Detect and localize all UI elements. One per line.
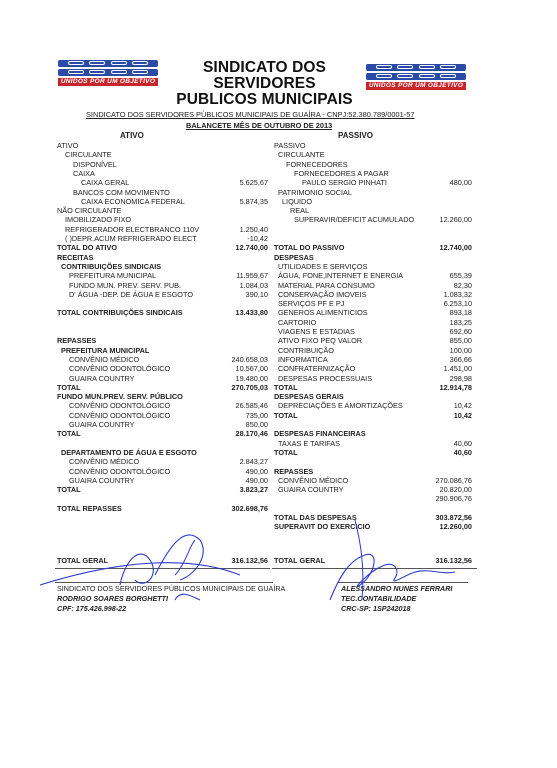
row-label: TOTAL bbox=[57, 485, 81, 495]
signature-right-title: TEC.CONTABILIDADE bbox=[341, 594, 417, 603]
row-value: 10.567,00 bbox=[235, 364, 268, 374]
row-label: TOTAL bbox=[274, 410, 298, 420]
row-label: CAIXA bbox=[73, 168, 95, 178]
row-label: REFRIGERADOR ELECTBRANCO 110V bbox=[65, 224, 200, 234]
row-label: TOTAL DO PASSIVO bbox=[274, 243, 345, 253]
row-label: DESPESAS FINANCEIRAS bbox=[274, 429, 366, 439]
row-label: REAL bbox=[290, 206, 310, 216]
row-label: GUAIRA COUNTRY bbox=[69, 475, 135, 485]
row-label: GUAIRA COUNTRY bbox=[278, 485, 344, 495]
row-label: DESPESAS PROCESSUAIS bbox=[278, 373, 373, 383]
row-label: CONFRATERNIZAÇÃO bbox=[278, 364, 356, 374]
row-value: 240.658,03 bbox=[231, 354, 268, 364]
row-value: 303.872,56 bbox=[435, 513, 472, 522]
row-value: 490,00 bbox=[245, 466, 268, 476]
row-label: TOTAL DAS DESPESAS bbox=[274, 513, 357, 522]
row-label: REPASSES bbox=[57, 336, 97, 346]
row-value: 12.914,78 bbox=[439, 382, 472, 392]
row-value: 12.260,00 bbox=[439, 522, 472, 532]
row-label: CONVÊNIO MÉDICO bbox=[69, 457, 140, 467]
row-value: 5.874,35 bbox=[239, 196, 268, 206]
column-header-passivo: PASSIVO bbox=[338, 131, 373, 140]
row-value: 10,42 bbox=[453, 410, 472, 420]
row-label: MATERIAL PARA CONSUMO bbox=[278, 280, 375, 290]
total-geral-right-label: TOTAL GERAL bbox=[274, 556, 326, 565]
row-label: FUNDO MUN. PREV. SERV. PUB. bbox=[69, 280, 182, 290]
row-value: 13.433,80 bbox=[235, 308, 268, 318]
row-label: CONVÊNIO MÉDICO bbox=[278, 475, 349, 485]
row-label: TOTAL bbox=[57, 429, 81, 439]
row-label: CONVÊNIO MÉDICO bbox=[69, 354, 140, 364]
row-label: GENEROS ALIMENTICIOS bbox=[278, 308, 368, 318]
report-title: BALANCETE MÊS DE OUTUBRO DE 2013 bbox=[186, 121, 333, 130]
row-value: 1.084,03 bbox=[239, 280, 268, 290]
row-label: SUPERAVIR/DEFICIT ACUMULADO bbox=[294, 215, 415, 225]
row-label: ATIVO bbox=[57, 141, 79, 150]
row-label: CONTRIBUIÇÃO bbox=[278, 345, 334, 355]
row-value: 3.823,27 bbox=[239, 485, 268, 495]
row-label: CONVÊNIO ODONTOLÓGICO bbox=[69, 410, 171, 420]
row-label: DISPONÍVEL bbox=[73, 159, 117, 169]
row-label: CIRCULANTE bbox=[65, 150, 112, 160]
row-label: TOTAL bbox=[57, 382, 81, 392]
column-header-ativo: ATIVO bbox=[120, 131, 144, 140]
row-value: 1.083,32 bbox=[443, 289, 472, 299]
row-label: CAIXA GERAL bbox=[81, 178, 130, 188]
row-label: GUAIRA COUNTRY bbox=[69, 373, 135, 383]
row-label: TOTAL bbox=[274, 447, 298, 457]
row-label: ÁGUA, FONE,INTERNET E ENERGIA bbox=[278, 271, 404, 281]
row-value: 692,60 bbox=[449, 327, 472, 336]
row-value: 270.086,76 bbox=[435, 475, 472, 485]
row-label: FORNECEDORES A PAGAR bbox=[294, 168, 389, 178]
row-label: UTILIDADES E SERVIÇOS bbox=[278, 261, 368, 271]
row-value: 6.253,10 bbox=[443, 299, 472, 309]
row-label: BANCOS COM MOVIMENTO bbox=[73, 187, 170, 197]
row-value: 290.906,76 bbox=[435, 494, 472, 504]
row-label: TOTAL REPASSES bbox=[57, 503, 122, 513]
row-label: CIRCULANTE bbox=[278, 150, 325, 160]
row-value: 26.585,46 bbox=[235, 401, 268, 411]
signature-left-name: RODRIGO SOARES BORGHETTI bbox=[57, 594, 169, 603]
row-label: TOTAL CONTRIBUIÇÕES SINDICAIS bbox=[57, 308, 183, 318]
row-label: TAXAS E TARIFAS bbox=[278, 438, 341, 448]
row-value: -10,42 bbox=[247, 234, 268, 243]
row-value: 5.625,67 bbox=[239, 178, 268, 188]
row-label: NÃO CIRCULANTE bbox=[57, 206, 122, 216]
document-subtitle: SINDICATO DOS SERVIDORES PÚBLICOS MUNICIPAIS DE GUAÍRA - CNPJ:52.380.789/0001-57 bbox=[86, 110, 415, 119]
row-label: DEPRECIAÇÕES E AMORTIZAÇÕES bbox=[278, 401, 403, 411]
row-value: 893,18 bbox=[449, 308, 472, 318]
logo-slogan: UNIDOS POR UM OBJETIVO bbox=[58, 78, 158, 86]
row-value: 2.843,27 bbox=[239, 457, 268, 467]
row-value: 855,00 bbox=[449, 336, 472, 346]
row-label: SUPERAVIT DO EXERCICIO bbox=[274, 522, 371, 532]
row-value: 12.260,00 bbox=[439, 215, 472, 225]
row-label: CONSERVAÇÃO IMOVEIS bbox=[278, 289, 367, 299]
row-value: 11.959,67 bbox=[236, 271, 268, 281]
row-value: 480,00 bbox=[449, 178, 472, 188]
row-label: DEPARTAMENTO DE ÁGUA E ESGOTO bbox=[61, 447, 197, 457]
row-label: VIAGENS E ESTADIAS bbox=[278, 327, 355, 336]
row-value: 28.170,46 bbox=[235, 429, 268, 439]
row-value: 298,98 bbox=[449, 373, 472, 383]
signature-left-cpf: CPF: 175.426.998-22 bbox=[57, 604, 127, 613]
row-label: ATIVO FIXO PEQ VALOR bbox=[278, 336, 363, 346]
total-geral-right-value: 316.132,56 bbox=[435, 556, 472, 565]
row-label: LIQUIDO bbox=[282, 196, 313, 206]
row-label: CARTORIO bbox=[278, 317, 317, 327]
row-value: 20.820,00 bbox=[439, 485, 472, 495]
row-value: 655,39 bbox=[449, 271, 472, 281]
row-label: IMOBILIZADO FIXO bbox=[65, 215, 132, 225]
row-value: 1.250,40 bbox=[239, 224, 268, 234]
row-value: 390,10 bbox=[245, 289, 268, 299]
row-value: 270.705,03 bbox=[231, 382, 268, 392]
row-value: 12.740,00 bbox=[235, 243, 268, 253]
row-label: ( )DEPR.ACUM REFRIGERADO ELECT bbox=[65, 234, 197, 243]
row-value: 40,60 bbox=[453, 438, 472, 448]
logo-slogan: UNIDOS POR UM OBJETIVO bbox=[366, 82, 466, 90]
row-value: 490,00 bbox=[245, 475, 268, 485]
row-value: 19.480,00 bbox=[235, 373, 268, 383]
row-value: 10,42 bbox=[453, 401, 472, 411]
row-value: 40,60 bbox=[453, 447, 472, 457]
org-title-line1: SINDICATO DOS SERVIDORES bbox=[202, 59, 326, 92]
row-value: 302.698,76 bbox=[231, 503, 268, 513]
row-label: CONVÊNIO ODONTOLÓGICO bbox=[69, 401, 171, 411]
signature-right-crc: CRC-SP: 1SP242018 bbox=[341, 604, 411, 613]
row-value: 735,00 bbox=[245, 410, 268, 420]
row-label: RECEITAS bbox=[57, 252, 94, 262]
org-title-line2: PUBLICOS MUNICIPAIS bbox=[176, 91, 353, 108]
row-value: 366,66 bbox=[449, 354, 472, 364]
row-label: GUAIRA COUNTRY bbox=[69, 420, 135, 429]
row-label: CAIXA ECONOMICA FEDERAL bbox=[81, 196, 185, 206]
row-label: PREFEITURA MUNICIPAL bbox=[61, 345, 150, 355]
row-label: PREFEITURA MUNICIPAL bbox=[69, 271, 157, 281]
row-label: INFORMATICA bbox=[278, 354, 328, 364]
signature-right-name: ALESSANDRO NUNES FERRARI bbox=[341, 584, 453, 593]
row-label: CONVÊNIO ODONTOLÓGICO bbox=[69, 364, 171, 374]
row-label: CONVÊNIO ODONTOLÓGICO bbox=[69, 466, 171, 476]
row-label: D' ÁGUA -DEP. DE ÁGUA E ESGOTO bbox=[69, 289, 193, 299]
total-geral-left-value: 316.132,56 bbox=[231, 556, 268, 565]
signature-left-org: SINDICATO DOS SERVIDORES PÚBLICOS MUNICIPAIS DE GUAÍRA bbox=[57, 584, 286, 593]
row-label: DESPESAS GERAIS bbox=[274, 392, 344, 402]
row-label: PASSIVO bbox=[274, 141, 306, 150]
row-value: 82,30 bbox=[453, 280, 472, 290]
row-value: 100,00 bbox=[449, 345, 472, 355]
row-label: TOTAL bbox=[274, 382, 298, 392]
row-label: DESPESAS bbox=[274, 252, 314, 262]
row-value: 183,25 bbox=[449, 317, 472, 327]
row-label: PATRIMONIO SOCIAL bbox=[278, 187, 352, 197]
row-label: SERVIÇOS PF E PJ bbox=[278, 299, 345, 309]
row-value: 12.740,00 bbox=[439, 243, 472, 253]
row-label: PAULO SERGIO PINHATI bbox=[302, 178, 387, 188]
total-geral-left-label: TOTAL GERAL bbox=[57, 556, 109, 565]
row-value: 850,00 bbox=[245, 420, 268, 429]
row-label: CONTRIBUIÇÕES SINDICAIS bbox=[61, 261, 162, 271]
row-label: FORNECEDORES bbox=[286, 159, 348, 169]
row-value: 1.451,00 bbox=[443, 364, 472, 374]
row-label: TOTAL DO ATIVO bbox=[57, 243, 117, 253]
row-label: FUNDO MUN.PREV. SERV. PÚBLICO bbox=[57, 392, 183, 402]
row-label: REPASSES bbox=[274, 466, 314, 476]
